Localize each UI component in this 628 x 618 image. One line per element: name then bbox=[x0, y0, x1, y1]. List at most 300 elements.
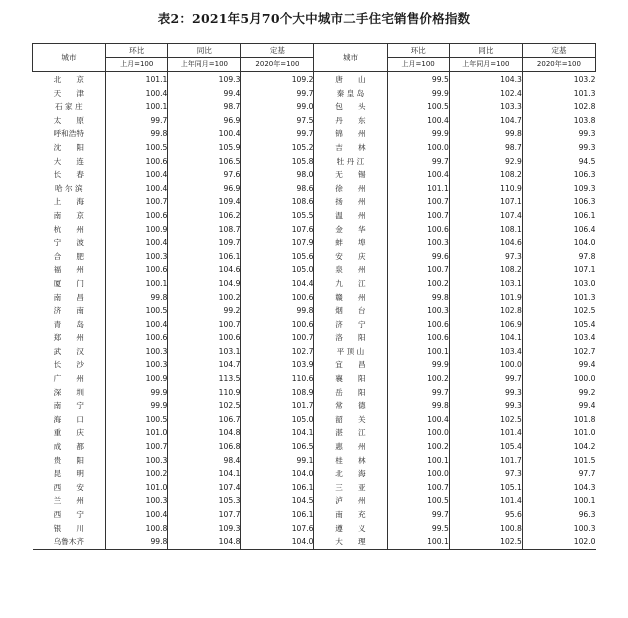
mom-index-cell-right: 99.8 bbox=[387, 399, 449, 413]
table-row bbox=[33, 236, 596, 250]
city-name-cell-left: 厦 门 bbox=[53, 278, 84, 288]
yoy-index-cell-left: 109.3 bbox=[168, 522, 241, 536]
mom-index-cell-right: 100.2 bbox=[387, 440, 449, 454]
yoy-index-cell-right: 102.5 bbox=[449, 413, 522, 427]
table-row bbox=[33, 358, 596, 372]
mom-index-cell-right: 100.7 bbox=[387, 263, 449, 277]
base-index-cell-left: 108.9 bbox=[241, 386, 314, 400]
base-index-cell-right: 102.0 bbox=[522, 535, 595, 549]
city-name-cell-left: 青 岛 bbox=[53, 319, 84, 329]
mom-index-cell-left: 100.1 bbox=[106, 100, 168, 114]
city-name-cell-left: 哈 尔 滨 bbox=[54, 183, 83, 193]
city-name-cell-left: 武 汉 bbox=[53, 346, 84, 356]
base-index-cell-right: 99.4 bbox=[522, 399, 595, 413]
yoy-index-cell-right: 102.5 bbox=[449, 535, 522, 549]
city-name-cell-left: 呼和浩特 bbox=[53, 129, 84, 139]
city-name-cell-left: 西 宁 bbox=[53, 510, 84, 519]
yoy-index-cell-left: 103.1 bbox=[168, 345, 241, 359]
city-name-cell-right: 唐 山 bbox=[314, 72, 387, 87]
base-index-cell-left: 105.0 bbox=[241, 413, 314, 427]
city-name-cell-right: 蚌 埠 bbox=[314, 236, 387, 250]
yoy-index-cell-left: 99.2 bbox=[168, 304, 241, 318]
base-index-cell-left: 99.0 bbox=[241, 100, 314, 114]
table-row bbox=[33, 277, 596, 291]
table-row bbox=[33, 372, 596, 386]
base-index-cell-left: 106.5 bbox=[241, 440, 314, 454]
mom-index-cell-right: 100.0 bbox=[387, 467, 449, 481]
table-row bbox=[33, 100, 596, 114]
table-row bbox=[33, 494, 596, 508]
yoy-index-cell-right: 108.2 bbox=[449, 263, 522, 277]
mom-index-cell-right: 99.5 bbox=[387, 72, 449, 87]
mom-index-cell-left: 100.4 bbox=[106, 182, 168, 196]
base-index-cell-left: 105.5 bbox=[241, 209, 314, 223]
mom-index-cell-right: 101.1 bbox=[387, 182, 449, 196]
mom-index-cell-left: 100.9 bbox=[106, 223, 168, 237]
mom-index-cell-left: 100.6 bbox=[106, 331, 168, 345]
base-index-cell-right: 106.4 bbox=[522, 223, 595, 237]
base-index-cell-right: 100.0 bbox=[522, 372, 595, 386]
city-name-cell-left: 南 宁 bbox=[53, 401, 84, 411]
base-index-cell-left: 104.5 bbox=[241, 494, 314, 508]
mom-index-cell-right: 100.4 bbox=[387, 114, 449, 128]
base-index-cell-left: 100.6 bbox=[241, 318, 314, 332]
city-name-cell-right: 惠 州 bbox=[314, 440, 387, 454]
base-index-cell-left: 99.7 bbox=[241, 127, 314, 141]
yoy-index-cell-left: 97.6 bbox=[168, 168, 241, 182]
yoy-index-cell-right: 106.9 bbox=[449, 318, 522, 332]
mom-index-cell-left: 100.6 bbox=[106, 263, 168, 277]
mom-index-cell-right: 100.3 bbox=[387, 304, 449, 318]
city-name-cell-right: 秦 皇 岛 bbox=[314, 87, 387, 101]
city-name-cell-right: 赣 州 bbox=[314, 291, 387, 305]
yoy-index-cell-left: 100.2 bbox=[168, 291, 241, 305]
yoy-index-cell-left: 102.5 bbox=[168, 399, 241, 413]
column-subheader-yoy-left: 上年同月=100 bbox=[168, 58, 241, 72]
price-index-table bbox=[32, 43, 596, 550]
base-index-cell-left: 109.2 bbox=[241, 72, 314, 87]
column-header-mom-left: 环比 bbox=[106, 44, 168, 58]
base-index-cell-left: 104.4 bbox=[241, 277, 314, 291]
base-index-cell-right: 106.3 bbox=[522, 195, 595, 209]
column-header-mom-right: 环比 bbox=[387, 44, 449, 58]
base-index-cell-right: 97.8 bbox=[522, 250, 595, 264]
yoy-index-cell-right: 105.1 bbox=[449, 481, 522, 495]
mom-index-cell-right: 100.1 bbox=[387, 454, 449, 468]
base-index-cell-left: 102.7 bbox=[241, 345, 314, 359]
base-index-cell-right: 99.4 bbox=[522, 358, 595, 372]
base-index-cell-left: 107.9 bbox=[241, 236, 314, 250]
base-index-cell-left: 105.6 bbox=[241, 250, 314, 264]
city-name-cell-right: 韶 关 bbox=[314, 413, 387, 427]
table-row bbox=[33, 168, 596, 182]
column-subheader-yoy-right: 上年同月=100 bbox=[449, 58, 522, 72]
yoy-index-cell-right: 102.8 bbox=[449, 304, 522, 318]
base-index-cell-right: 104.3 bbox=[522, 481, 595, 495]
table-row bbox=[33, 155, 596, 169]
city-name-cell-right: 泸 州 bbox=[314, 494, 387, 508]
yoy-index-cell-left: 109.3 bbox=[168, 72, 241, 87]
city-name-cell-right: 湛 江 bbox=[314, 426, 387, 440]
mom-index-cell-right: 100.0 bbox=[387, 426, 449, 440]
base-index-cell-right: 106.3 bbox=[522, 168, 595, 182]
yoy-index-cell-right: 107.4 bbox=[449, 209, 522, 223]
table-row bbox=[33, 386, 596, 400]
yoy-index-cell-left: 106.5 bbox=[168, 155, 241, 169]
table-row bbox=[33, 263, 596, 277]
city-name-cell-left: 福 州 bbox=[53, 265, 84, 275]
yoy-index-cell-right: 103.4 bbox=[449, 345, 522, 359]
column-subheader-base-left: 2020年=100 bbox=[241, 58, 314, 72]
yoy-index-cell-right: 104.7 bbox=[449, 114, 522, 128]
yoy-index-cell-right: 101.4 bbox=[449, 426, 522, 440]
yoy-index-cell-right: 102.4 bbox=[449, 87, 522, 101]
mom-index-cell-right: 100.0 bbox=[387, 141, 449, 155]
mom-index-cell-right: 100.6 bbox=[387, 318, 449, 332]
base-index-cell-left: 100.6 bbox=[241, 291, 314, 305]
city-name-cell-left: 贵 阳 bbox=[53, 455, 84, 465]
base-index-cell-right: 101.3 bbox=[522, 87, 595, 101]
city-name-cell-right: 南 充 bbox=[314, 508, 387, 522]
mom-index-cell-left: 100.3 bbox=[106, 454, 168, 468]
table-row bbox=[33, 399, 596, 413]
yoy-index-cell-right: 101.7 bbox=[449, 454, 522, 468]
yoy-index-cell-right: 103.3 bbox=[449, 100, 522, 114]
mom-index-cell-right: 100.1 bbox=[387, 345, 449, 359]
city-name-cell-right: 平 顶 山 bbox=[314, 345, 387, 359]
yoy-index-cell-right: 104.6 bbox=[449, 236, 522, 250]
page-title: 表2：2021年5月70个大中城市二手住宅销售价格指数 bbox=[157, 11, 471, 26]
yoy-index-cell-left: 104.7 bbox=[168, 358, 241, 372]
base-index-cell-left: 104.1 bbox=[241, 426, 314, 440]
base-index-cell-left: 100.7 bbox=[241, 331, 314, 345]
yoy-index-cell-left: 109.7 bbox=[168, 236, 241, 250]
yoy-index-cell-right: 99.7 bbox=[449, 372, 522, 386]
mom-index-cell-right: 99.7 bbox=[387, 386, 449, 400]
yoy-index-cell-left: 106.1 bbox=[168, 250, 241, 264]
yoy-index-cell-left: 104.1 bbox=[168, 467, 241, 481]
yoy-index-cell-left: 107.4 bbox=[168, 481, 241, 495]
city-name-cell-right: 牡 丹 江 bbox=[314, 155, 387, 169]
table-row bbox=[33, 223, 596, 237]
mom-index-cell-right: 100.2 bbox=[387, 372, 449, 386]
mom-index-cell-right: 99.7 bbox=[387, 155, 449, 169]
column-header-base-left: 定基 bbox=[241, 44, 314, 58]
base-index-cell-right: 101.3 bbox=[522, 291, 595, 305]
yoy-index-cell-right: 101.9 bbox=[449, 291, 522, 305]
mom-index-cell-right: 99.9 bbox=[387, 358, 449, 372]
base-index-cell-left: 98.6 bbox=[241, 182, 314, 196]
mom-index-cell-left: 100.4 bbox=[106, 87, 168, 101]
yoy-index-cell-left: 100.6 bbox=[168, 331, 241, 345]
mom-index-cell-left: 99.8 bbox=[106, 291, 168, 305]
mom-index-cell-left: 101.0 bbox=[106, 426, 168, 440]
base-index-cell-left: 99.7 bbox=[241, 87, 314, 101]
mom-index-cell-right: 100.6 bbox=[387, 331, 449, 345]
base-index-cell-left: 106.1 bbox=[241, 508, 314, 522]
base-index-cell-right: 103.8 bbox=[522, 114, 595, 128]
table-row bbox=[33, 141, 596, 155]
mom-index-cell-left: 100.3 bbox=[106, 494, 168, 508]
column-header-city-right: 城市 bbox=[314, 44, 387, 72]
base-index-cell-left: 98.0 bbox=[241, 168, 314, 182]
table-row bbox=[33, 467, 596, 481]
table-row bbox=[33, 426, 596, 440]
mom-index-cell-right: 99.9 bbox=[387, 87, 449, 101]
yoy-index-cell-right: 100.0 bbox=[449, 358, 522, 372]
city-name-cell-left: 天 津 bbox=[53, 88, 84, 98]
column-header-city-left: 城市 bbox=[33, 44, 106, 72]
city-name-cell-right: 遵 义 bbox=[314, 522, 387, 536]
city-name-cell-right: 包 头 bbox=[314, 100, 387, 114]
mom-index-cell-left: 100.5 bbox=[106, 413, 168, 427]
mom-index-cell-left: 100.8 bbox=[106, 522, 168, 536]
base-index-cell-right: 94.5 bbox=[522, 155, 595, 169]
city-name-cell-right: 温 州 bbox=[314, 209, 387, 223]
city-name-cell-left: 上 海 bbox=[53, 197, 84, 207]
column-subheader-mom-left: 上月=100 bbox=[106, 58, 168, 72]
mom-index-cell-left: 100.6 bbox=[106, 155, 168, 169]
city-name-cell-left: 杭 州 bbox=[53, 224, 84, 234]
mom-index-cell-left: 99.9 bbox=[106, 399, 168, 413]
city-name-cell-right: 锦 州 bbox=[314, 127, 387, 141]
city-name-cell-left: 郑 州 bbox=[53, 333, 84, 343]
city-name-cell-right: 宜 昌 bbox=[314, 358, 387, 372]
city-name-cell-right: 大 理 bbox=[314, 535, 387, 549]
table-row bbox=[33, 481, 596, 495]
city-name-cell-right: 济 宁 bbox=[314, 318, 387, 332]
city-name-cell-right: 丹 东 bbox=[314, 114, 387, 128]
table-body bbox=[33, 72, 596, 550]
city-name-cell-left: 太 原 bbox=[53, 115, 84, 125]
yoy-index-cell-left: 104.8 bbox=[168, 426, 241, 440]
mom-index-cell-right: 100.6 bbox=[387, 223, 449, 237]
base-index-cell-right: 103.0 bbox=[522, 277, 595, 291]
city-name-cell-left: 济 南 bbox=[53, 306, 84, 316]
city-name-cell-right: 洛 阳 bbox=[314, 331, 387, 345]
table-row bbox=[33, 127, 596, 141]
base-index-cell-right: 99.3 bbox=[522, 127, 595, 141]
city-name-cell-left: 重 庆 bbox=[53, 428, 84, 438]
base-index-cell-right: 101.0 bbox=[522, 426, 595, 440]
table-row bbox=[33, 522, 596, 536]
base-index-cell-right: 100.3 bbox=[522, 522, 595, 536]
table-row bbox=[33, 413, 596, 427]
yoy-index-cell-right: 99.3 bbox=[449, 399, 522, 413]
base-index-cell-right: 99.3 bbox=[522, 141, 595, 155]
city-name-cell-left: 广 州 bbox=[53, 374, 84, 384]
city-name-cell-right: 襄 阳 bbox=[314, 372, 387, 386]
base-index-cell-left: 107.6 bbox=[241, 522, 314, 536]
mom-index-cell-left: 100.4 bbox=[106, 236, 168, 250]
city-name-cell-right: 三 亚 bbox=[314, 481, 387, 495]
yoy-index-cell-right: 100.8 bbox=[449, 522, 522, 536]
base-index-cell-right: 97.7 bbox=[522, 467, 595, 481]
mom-index-cell-left: 100.7 bbox=[106, 195, 168, 209]
city-name-cell-right: 徐 州 bbox=[314, 182, 387, 196]
yoy-index-cell-left: 106.7 bbox=[168, 413, 241, 427]
yoy-index-cell-left: 109.4 bbox=[168, 195, 241, 209]
yoy-index-cell-right: 104.3 bbox=[449, 72, 522, 87]
base-index-cell-right: 103.2 bbox=[522, 72, 595, 87]
city-name-cell-left: 南 京 bbox=[53, 210, 84, 220]
city-name-cell-right: 九 江 bbox=[314, 277, 387, 291]
mom-index-cell-right: 99.7 bbox=[387, 508, 449, 522]
table-row bbox=[33, 114, 596, 128]
mom-index-cell-left: 100.2 bbox=[106, 467, 168, 481]
mom-index-cell-left: 100.5 bbox=[106, 141, 168, 155]
mom-index-cell-left: 100.4 bbox=[106, 168, 168, 182]
city-name-cell-right: 常 德 bbox=[314, 399, 387, 413]
city-name-cell-left: 长 沙 bbox=[53, 360, 84, 370]
mom-index-cell-left: 101.1 bbox=[106, 72, 168, 87]
base-index-cell-left: 97.5 bbox=[241, 114, 314, 128]
base-index-cell-left: 105.2 bbox=[241, 141, 314, 155]
city-name-cell-right: 烟 台 bbox=[314, 304, 387, 318]
city-name-cell-right: 扬 州 bbox=[314, 195, 387, 209]
city-name-cell-right: 岳 阳 bbox=[314, 386, 387, 400]
base-index-cell-right: 103.4 bbox=[522, 331, 595, 345]
yoy-index-cell-right: 108.1 bbox=[449, 223, 522, 237]
mom-index-cell-left: 100.3 bbox=[106, 250, 168, 264]
base-index-cell-left: 107.6 bbox=[241, 223, 314, 237]
mom-index-cell-left: 100.3 bbox=[106, 358, 168, 372]
column-subheader-mom-right: 上月=100 bbox=[387, 58, 449, 72]
city-name-cell-left: 南 昌 bbox=[53, 292, 84, 302]
city-name-cell-left: 深 圳 bbox=[53, 387, 84, 397]
base-index-cell-right: 107.1 bbox=[522, 263, 595, 277]
yoy-index-cell-left: 113.5 bbox=[168, 372, 241, 386]
base-index-cell-right: 99.2 bbox=[522, 386, 595, 400]
base-index-cell-left: 106.1 bbox=[241, 481, 314, 495]
yoy-index-cell-left: 98.4 bbox=[168, 454, 241, 468]
yoy-index-cell-left: 105.9 bbox=[168, 141, 241, 155]
mom-index-cell-right: 100.4 bbox=[387, 168, 449, 182]
base-index-cell-right: 100.1 bbox=[522, 494, 595, 508]
base-index-cell-right: 101.8 bbox=[522, 413, 595, 427]
yoy-index-cell-left: 100.7 bbox=[168, 318, 241, 332]
city-name-cell-left: 银 川 bbox=[53, 523, 84, 533]
city-name-cell-right: 安 庆 bbox=[314, 250, 387, 264]
base-index-cell-right: 104.2 bbox=[522, 440, 595, 454]
city-name-cell-left: 沈 阳 bbox=[53, 142, 84, 152]
table-row bbox=[33, 345, 596, 359]
table-row bbox=[33, 535, 596, 549]
yoy-index-cell-right: 104.1 bbox=[449, 331, 522, 345]
city-name-cell-left: 大 连 bbox=[53, 156, 84, 166]
city-name-cell-left: 长 春 bbox=[53, 170, 84, 180]
mom-index-cell-left: 99.8 bbox=[106, 535, 168, 549]
city-name-cell-left: 北 京 bbox=[53, 75, 84, 84]
mom-index-cell-right: 100.3 bbox=[387, 236, 449, 250]
yoy-index-cell-left: 108.7 bbox=[168, 223, 241, 237]
table-row bbox=[33, 195, 596, 209]
base-index-cell-right: 105.4 bbox=[522, 318, 595, 332]
base-index-cell-left: 105.0 bbox=[241, 263, 314, 277]
mom-index-cell-left: 99.9 bbox=[106, 386, 168, 400]
yoy-index-cell-left: 104.6 bbox=[168, 263, 241, 277]
mom-index-cell-left: 101.0 bbox=[106, 481, 168, 495]
yoy-index-cell-left: 104.8 bbox=[168, 535, 241, 549]
base-index-cell-left: 101.7 bbox=[241, 399, 314, 413]
table-row bbox=[33, 331, 596, 345]
city-name-cell-left: 昆 明 bbox=[53, 469, 84, 479]
table-row bbox=[33, 87, 596, 101]
mom-index-cell-right: 100.5 bbox=[387, 100, 449, 114]
base-index-cell-left: 104.0 bbox=[241, 535, 314, 549]
city-name-cell-right: 北 海 bbox=[314, 467, 387, 481]
city-name-cell-right: 桂 林 bbox=[314, 454, 387, 468]
mom-index-cell-right: 100.2 bbox=[387, 277, 449, 291]
base-index-cell-left: 103.9 bbox=[241, 358, 314, 372]
table-row bbox=[33, 250, 596, 264]
table-row bbox=[33, 454, 596, 468]
yoy-index-cell-right: 101.4 bbox=[449, 494, 522, 508]
table-row bbox=[33, 291, 596, 305]
city-name-cell-left: 兰 州 bbox=[53, 496, 84, 506]
column-header-base-right: 定基 bbox=[522, 44, 595, 58]
yoy-index-cell-left: 96.9 bbox=[168, 114, 241, 128]
base-index-cell-right: 109.3 bbox=[522, 182, 595, 196]
table-row bbox=[33, 182, 596, 196]
mom-index-cell-right: 100.4 bbox=[387, 413, 449, 427]
yoy-index-cell-right: 97.3 bbox=[449, 250, 522, 264]
city-name-cell-left: 宁 波 bbox=[53, 238, 84, 248]
yoy-index-cell-right: 105.4 bbox=[449, 440, 522, 454]
city-name-cell-left: 成 都 bbox=[53, 442, 84, 452]
column-header-yoy-right: 同比 bbox=[449, 44, 522, 58]
city-name-cell-left: 合 肥 bbox=[53, 251, 84, 261]
mom-index-cell-left: 99.7 bbox=[106, 114, 168, 128]
mom-index-cell-left: 100.4 bbox=[106, 508, 168, 522]
mom-index-cell-right: 99.6 bbox=[387, 250, 449, 264]
base-index-cell-right: 104.0 bbox=[522, 236, 595, 250]
mom-index-cell-right: 100.7 bbox=[387, 209, 449, 223]
city-name-cell-right: 泉 州 bbox=[314, 263, 387, 277]
yoy-index-cell-right: 92.9 bbox=[449, 155, 522, 169]
mom-index-cell-left: 100.6 bbox=[106, 209, 168, 223]
table-row bbox=[33, 440, 596, 454]
table-row bbox=[33, 209, 596, 223]
mom-index-cell-left: 100.4 bbox=[106, 318, 168, 332]
mom-index-cell-left: 100.5 bbox=[106, 304, 168, 318]
city-name-cell-right: 无 锡 bbox=[314, 168, 387, 182]
mom-index-cell-right: 100.5 bbox=[387, 494, 449, 508]
base-index-cell-right: 96.3 bbox=[522, 508, 595, 522]
yoy-index-cell-left: 105.3 bbox=[168, 494, 241, 508]
base-index-cell-left: 99.1 bbox=[241, 454, 314, 468]
column-subheader-base-right: 2020年=100 bbox=[522, 58, 595, 72]
mom-index-cell-left: 100.3 bbox=[106, 345, 168, 359]
mom-index-cell-left: 100.7 bbox=[106, 440, 168, 454]
mom-index-cell-left: 100.9 bbox=[106, 372, 168, 386]
yoy-index-cell-left: 106.8 bbox=[168, 440, 241, 454]
yoy-index-cell-left: 106.2 bbox=[168, 209, 241, 223]
city-name-cell-left: 西 安 bbox=[53, 482, 84, 492]
yoy-index-cell-right: 97.3 bbox=[449, 467, 522, 481]
mom-index-cell-left: 100.1 bbox=[106, 277, 168, 291]
city-name-cell-right: 吉 林 bbox=[314, 141, 387, 155]
yoy-index-cell-left: 98.7 bbox=[168, 100, 241, 114]
base-index-cell-right: 106.1 bbox=[522, 209, 595, 223]
mom-index-cell-right: 99.9 bbox=[387, 127, 449, 141]
base-index-cell-left: 110.6 bbox=[241, 372, 314, 386]
yoy-index-cell-right: 99.3 bbox=[449, 386, 522, 400]
mom-index-cell-right: 99.8 bbox=[387, 291, 449, 305]
base-index-cell-right: 102.7 bbox=[522, 345, 595, 359]
mom-index-cell-right: 99.5 bbox=[387, 522, 449, 536]
yoy-index-cell-right: 108.2 bbox=[449, 168, 522, 182]
